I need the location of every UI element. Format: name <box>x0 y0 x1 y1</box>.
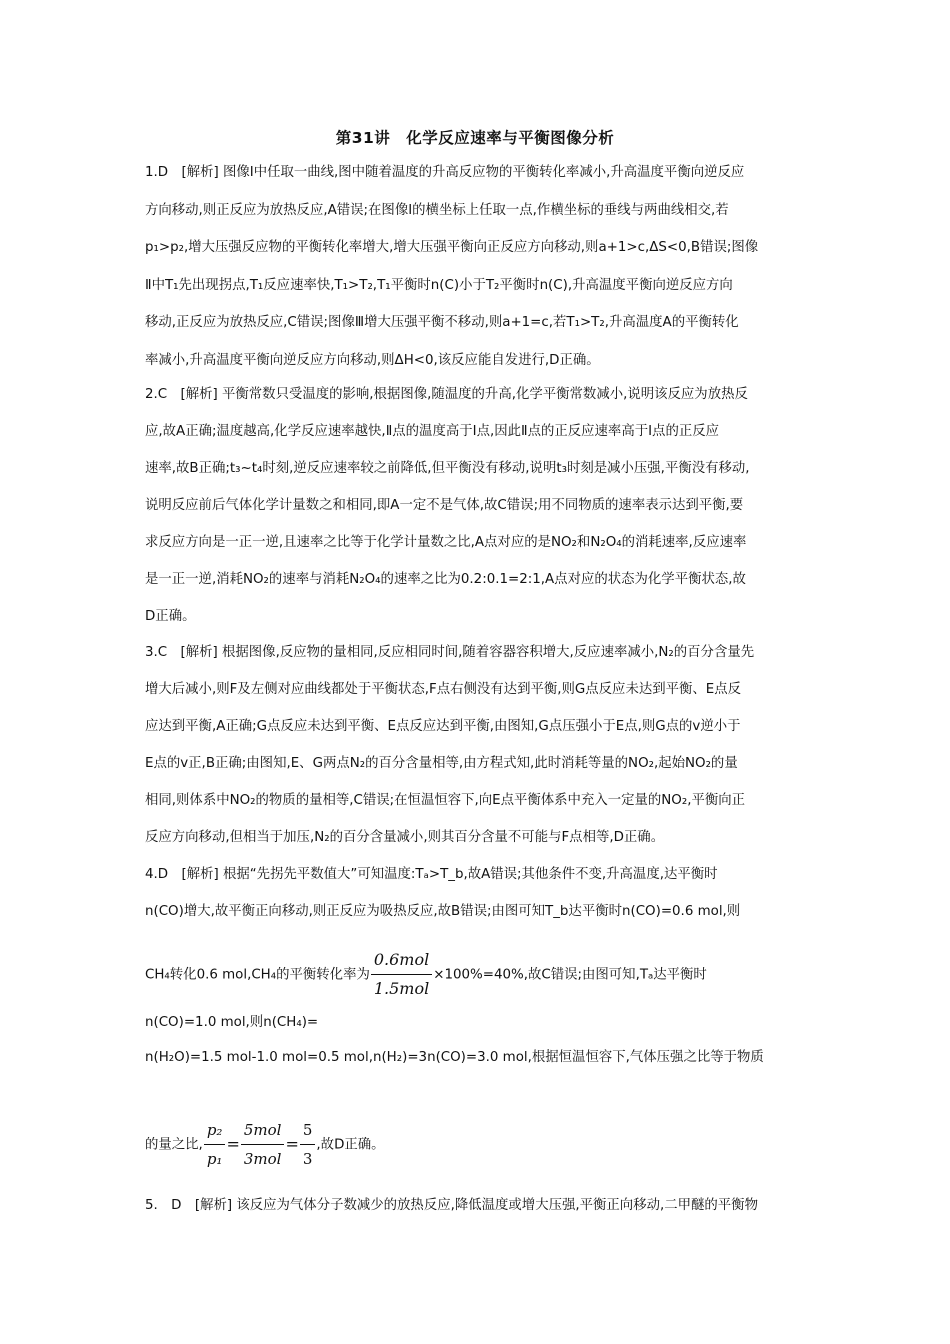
text-segment: ×100%=40%,故C错误;由图可知,Tₐ达平衡时 <box>433 967 707 983</box>
fraction-numerator: 5mol <box>241 1118 285 1145</box>
equals-sign: = <box>285 1134 299 1154</box>
equals-sign: = <box>226 1134 240 1154</box>
pressure-fraction <box>204 1118 226 1171</box>
text-line: 反应方向移动,但相当于加压,N₂的百分含量减小,则其百分含量不可能与F点相等,D正确。 <box>145 830 665 845</box>
fraction-numerator: p₂ <box>204 1118 226 1145</box>
text-line: 增大后减小,则F及左侧对应曲线都处于平衡状态,F点右侧没有达到平衡,则G点反应未达到平衡、E点反 <box>145 682 742 697</box>
text-segment: CH₄转化0.6 mol,CH₄的平衡转化率为 <box>145 967 370 983</box>
fraction-numerator: 5 <box>300 1118 316 1145</box>
text-line: 率减小,升高温度平衡向逆反应方向移动,则ΔH<0,该反应能自发进行,D正确。 <box>145 353 600 368</box>
text-line: 说明反应前后气体化学计量数之和相同,即A一定不是气体,故C错误;用不同物质的速率表示达到平衡,要 <box>145 498 744 513</box>
fraction-denominator: 3mol <box>243 1150 282 1168</box>
text-line: n(H₂O)=1.5 mol-1.0 mol=0.5 mol,n(H₂)=3n(CO)=3.0 mol,根据恒温恒容下,气体压强之比等于物质 <box>145 1050 764 1065</box>
fraction-denominator: 1.5mol <box>373 979 430 998</box>
text-line: n(CO)增大,故平衡正向移动,则正反应为吸热反应,故B错误;由图可知T_b达平衡时n(CO)=0.6 mol,则 <box>145 904 741 919</box>
text-line: 相同,则体系中NO₂的物质的量相等,C错误;在恒温恒容下,向E点平衡体系中充入一定量的NO₂,平衡向正 <box>145 793 746 808</box>
text-line: E点的v正,B正确;由图知,E、G两点N₂的百分含量相等,由方程式知,此时消耗等量的NO₂,起始NO₂的量 <box>145 756 738 771</box>
text-line: n(CO)=1.0 mol,则n(CH₄)= <box>145 1015 319 1030</box>
text-line: 应,故A正确;温度越高,化学反应速率越快,Ⅱ点的温度高于Ⅰ点,因此Ⅱ点的正反应速率高于Ⅰ点的正反应 <box>145 424 720 439</box>
text-line: 方向移动,则正反应为放热反应,A错误;在图像Ⅰ的横坐标上任取一点,作横坐标的垂线与两曲线相交,若 <box>145 203 729 218</box>
mole-fraction <box>241 1118 285 1171</box>
fraction-numerator: 0.6mol <box>371 948 432 975</box>
text-line: 1.D [解析] 图像Ⅰ中任取一曲线,图中随着温度的升高反应物的平衡转化率减小,升高温度平衡向逆反应 <box>145 165 745 180</box>
text-line: D正确。 <box>145 609 196 624</box>
text-line: 4.D [解析] 根据“先拐先平数值大”可知温度:Tₐ>T_b,故A错误;其他条件不变,升高温度,达平衡时 <box>145 867 718 882</box>
text-line: 3.C [解析] 根据图像,反应物的量相同,反应相同时间,随着容器容积增大,反应速率减小,N₂的百分含量先 <box>145 645 755 660</box>
text-segment: ,故D正确。 <box>316 1137 385 1153</box>
fraction-denominator: p₁ <box>206 1150 223 1168</box>
text-segment: 的量之比, <box>145 1137 203 1153</box>
page-title: 第31讲 化学反应速率与平衡图像分析 <box>335 129 615 147</box>
text-line: 应达到平衡,A正确;G点反应未达到平衡、E点反应达到平衡,由图知,G点压强小于E点,则G点的v逆小于 <box>145 719 741 734</box>
text-line: 求反应方向是一正一逆,且速率之比等于化学计量数之比,A点对应的是NO₂和N₂O₄的消耗速率,反应速率 <box>145 535 747 550</box>
pressure-ratio-line <box>145 1118 815 1171</box>
fraction-denominator: 3 <box>302 1150 313 1168</box>
result-fraction <box>300 1118 316 1171</box>
text-line: 移动,正反应为放热反应,C错误;图像Ⅲ增大压强平衡不移动,则a+1=c,若T₁>T₂,升高温度A的平衡转化 <box>145 315 739 330</box>
conversion-fraction <box>371 948 432 1001</box>
text-line: 速率,故B正确;t₃~t₄时刻,逆反应速率较之前降低,但平衡没有移动,说明t₃时刻是减小压强,平衡没有移动, <box>145 461 750 476</box>
text-line: 是一正一逆,消耗NO₂的速率与消耗N₂O₄的速率之比为0.2:0.1=2:1,A点对应的状态为化学平衡状态,故 <box>145 572 746 587</box>
conversion-rate-line <box>145 948 815 1001</box>
text-line: 2.C [解析] 平衡常数只受温度的影响,根据图像,随温度的升高,化学平衡常数减小,说明该反应为放热反 <box>145 387 748 402</box>
text-line: Ⅱ中T₁先出现拐点,T₁反应速率快,T₁>T₂,T₁平衡时n(C)小于T₂平衡时n(C),升高温度平衡向逆反应方向 <box>145 278 733 293</box>
text-line: 5. D [解析] 该反应为气体分子数减少的放热反应,降低温度或增大压强,平衡正向移动,二甲醚的平衡物 <box>145 1198 758 1213</box>
text-line: p₁>p₂,增大压强反应物的平衡转化率增大,增大压强平衡向正反应方向移动,则a+1>c,ΔS<0,B错误;图像 <box>145 240 759 255</box>
